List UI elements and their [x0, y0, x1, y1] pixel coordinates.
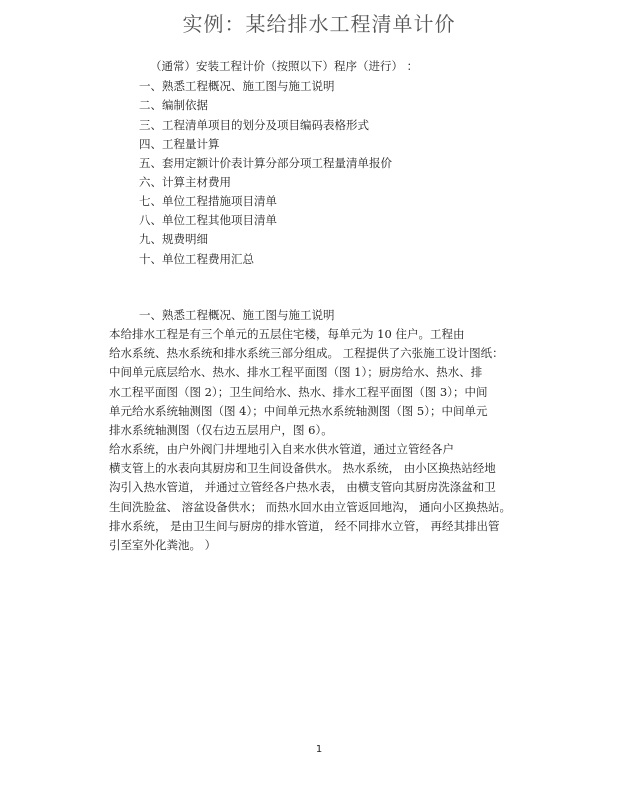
paragraph-line: 引至室外化粪池。 ）: [109, 538, 217, 552]
toc-item-5: 五、套用定额计价表计算分部分项工程量清单报价: [139, 156, 392, 170]
toc-item-10: 十、单位工程费用汇总: [139, 252, 254, 266]
paragraph-line: 本给排水工程是有三个单元的五层住宅楼，每单元为 10 住户。工程由: [109, 327, 465, 341]
paragraph-line: 沟引入热水管道， 并通过立管经各户热水表， 由横支管向其厨房洗涤盆和卫: [109, 480, 496, 494]
toc-item-1: 一、熟悉工程概况、施工图与施工说明: [139, 79, 335, 93]
toc-item-4: 四、工程量计算: [139, 137, 220, 151]
toc-item-3: 三、工程清单项目的划分及项目编码表格形式: [139, 118, 369, 132]
paragraph-line: 生间洗脸盆、 溶盆设备供水； 而热水回水由立管返回地沟， 通向小区换热站。: [109, 500, 511, 514]
document-title: 实例：某给排水工程清单计价: [182, 12, 456, 36]
paragraph-line: 单元给水系统轴测图（图 4）；中间单元热水系统轴测图（图 5）；中间单元: [109, 404, 488, 418]
page-number: 1: [315, 744, 323, 755]
paragraph-line: 中间单元底层给水、热水、排水工程平面图（图 1）；厨房给水、热水、排: [109, 365, 483, 379]
paragraph-line: 排水系统轴测图（仅右边五层用户，图 6）。: [109, 423, 333, 437]
toc-item-9: 九、规费明细: [139, 232, 208, 246]
toc-item-2: 二、编制依据: [139, 98, 208, 112]
paragraph-line: 给水系统，由户外阀门井埋地引入自来水供水管道，通过立管经各户: [109, 442, 454, 456]
paragraph-line: 水工程平面图（图 2）；卫生间给水、热水、排水工程平面图（图 3）；中间: [109, 385, 488, 399]
toc-item-6: 六、计算主材费用: [139, 175, 231, 189]
toc-item-7: 七、单位工程措施项目清单: [139, 194, 277, 208]
procedure-intro: （通常）安装工程计价（按照以下）程序（进行） ：: [150, 59, 419, 73]
toc-item-8: 八、单位工程其他项目清单: [139, 213, 277, 227]
section-heading: 一、熟悉工程概况、施工图与施工说明: [139, 308, 335, 322]
paragraph-line: 排水系统， 是由卫生间与厨房的排水管道， 经不同排水立管， 再经其排出管: [109, 519, 500, 533]
paragraph-line: 给水系统、热水系统和排水系统三部分组成。 工程提供了六张施工设计图纸：: [109, 346, 504, 360]
paragraph-line: 横支管上的水表向其厨房和卫生间设备供水。 热水系统， 由小区换热站经地: [109, 461, 496, 475]
